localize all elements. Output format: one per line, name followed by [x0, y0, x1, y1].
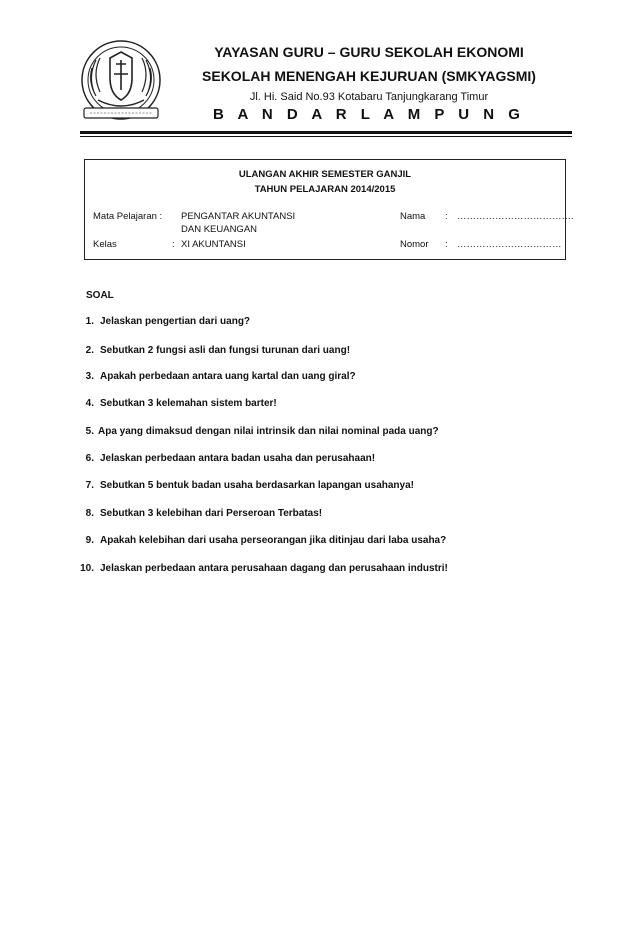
question-text: Sebutkan 2 fungsi asli dan fungsi turunan dari uang!: [100, 345, 351, 356]
question-number: 2.: [85, 345, 94, 356]
foundation-name: YAYASAN GURU – GURU SEKOLAH EKONOMI: [214, 44, 524, 60]
question-number: 5.: [85, 426, 94, 437]
question-text: Jelaskan pengertian dari uang?: [100, 316, 251, 327]
question-text: Apakah perbedaan antara uang kartal dan uang giral?: [100, 371, 356, 382]
question-text: Jelaskan perbedaan antara badan usaha dan perusahaan!: [100, 453, 376, 464]
subject-value: PENGANTAR AKUNTANSI: [181, 211, 296, 222]
subject-value-continued: DAN KEUANGAN: [181, 224, 258, 235]
name-blank: ……………………………….: [457, 211, 574, 222]
question-text: Jelaskan perbedaan antara perusahaan dagang dan perusahaan industri!: [100, 563, 448, 574]
question-number: 10.: [80, 563, 94, 574]
academic-year: TAHUN PELAJARAN 2014/2015: [254, 184, 396, 195]
question-number: 3.: [85, 371, 94, 382]
name-label: Nama: [400, 211, 426, 222]
question-number: 7.: [85, 480, 94, 491]
question-text: Sebutkan 3 kelemahan sistem barter!: [100, 398, 277, 409]
question-number: 8.: [85, 508, 94, 519]
school-name: SEKOLAH MENENGAH KEJURUAN (SMKYAGSMI): [202, 68, 536, 84]
class-colon: :: [172, 239, 175, 250]
number-colon: :: [445, 239, 448, 250]
class-label: Kelas: [93, 239, 117, 250]
school-address: Jl. Hi. Said No.93 Kotabaru Tanjungkarang Timur: [249, 91, 489, 103]
question-text: Apa yang dimaksud dengan nilai intrinsik dan nilai nominal pada uang?: [98, 426, 439, 437]
question-number: 6.: [85, 453, 94, 464]
questions-heading: SOAL: [86, 290, 114, 301]
header-divider-thin: [80, 136, 572, 137]
number-blank: ……………………………: [457, 239, 562, 250]
school-city: B A N D A R L A M P U N G: [213, 106, 525, 123]
exam-title: ULANGAN AKHIR SEMESTER GANJIL: [238, 169, 412, 180]
subject-label: Mata Pelajaran :: [93, 211, 163, 222]
header-divider-thick: [80, 131, 572, 134]
number-label: Nomor: [400, 239, 429, 250]
name-colon: :: [445, 211, 448, 222]
question-number: 4.: [85, 398, 94, 409]
question-number: 1.: [85, 316, 94, 327]
question-text: Apakah kelebihan dari usaha perseorangan jika ditinjau dari laba usaha?: [100, 535, 447, 546]
class-value: XI AKUNTANSI: [181, 239, 246, 250]
question-text: Sebutkan 3 kelebihan dari Perseroan Terbatas!: [100, 508, 323, 519]
exam-info-box: [84, 159, 574, 260]
question-text: Sebutkan 5 bentuk badan usaha berdasarkan lapangan usahanya!: [100, 480, 414, 491]
question-number: 9.: [85, 535, 94, 546]
